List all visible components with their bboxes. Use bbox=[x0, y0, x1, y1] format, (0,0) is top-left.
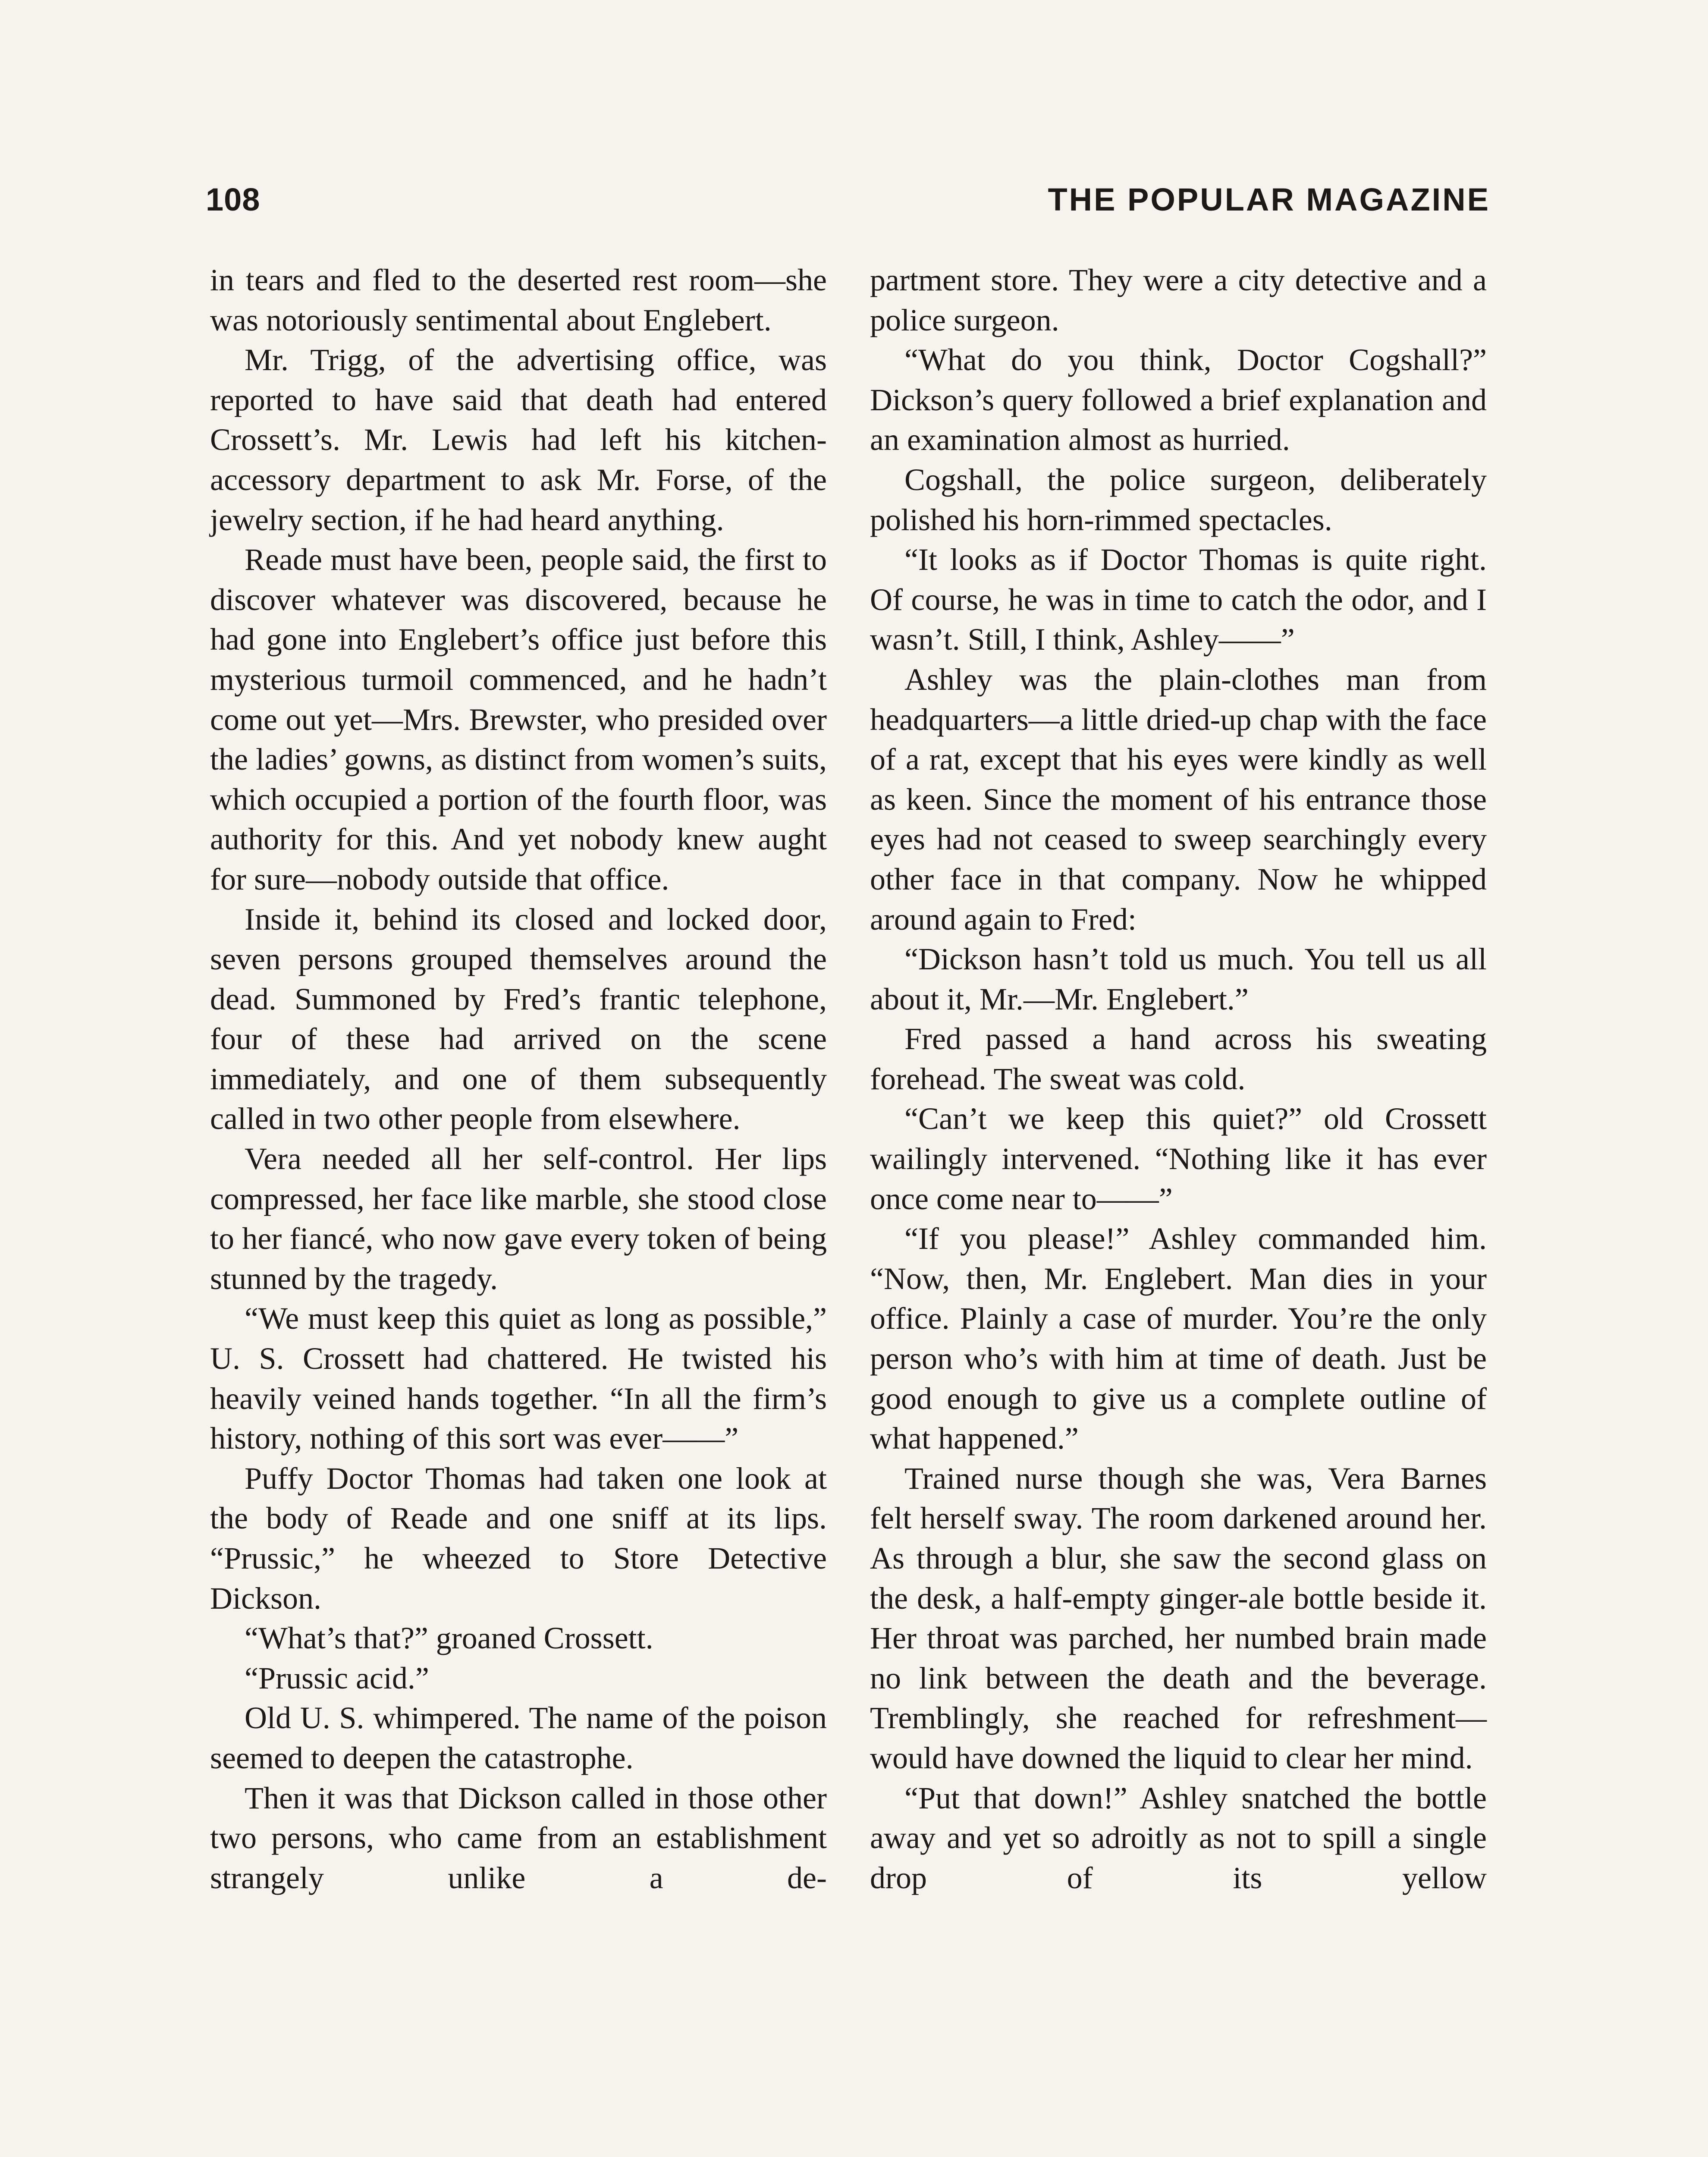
running-head: THE POPULAR MAGAZINE bbox=[1048, 182, 1490, 217]
paragraph: “What’s that?” groaned Crossett. bbox=[245, 1621, 653, 1656]
paragraph: “We must keep this quiet as long as possible,” U. S. Crossett had chattered. He twisted his heavily veined hands together. “In all the firm’s history, nothing of this sort was ever——” bbox=[210, 1301, 827, 1456]
paragraph: Mr. Trigg, of the advertising office, was reported to have said that death had entered Crossett’s. Mr. Lewis had left his kitchen-accessory department to ask Mr. Forse, of the jewelry section, if he had heard anything. bbox=[210, 343, 827, 537]
paragraph: Cogshall, the police surgeon, deliberately polished his horn-rimmed spectacles. bbox=[870, 462, 1487, 537]
paragraph: Trained nurse though she was, Vera Barnes felt herself sway. The room darkened around her. As through a blur, she saw the second glass on the desk, a half-empty ginger-ale bottle beside it. Her throat was parched, her numbed brain made no link between the death and the beverage. Tremblingly, she reached for refreshment—would have downed the liquid to clear her mind. bbox=[870, 1461, 1487, 1775]
paragraph: Then it was that Dickson called in those other two persons, who came from an establishment strangely unlike a de- bbox=[210, 1780, 827, 1895]
left-column bbox=[210, 260, 827, 1898]
paragraph: “It looks as if Doctor Thomas is quite right. Of course, he was in time to catch the odor, and I wasn’t. Still, I think, Ashley——” bbox=[870, 542, 1487, 657]
paragraph: Inside it, behind its closed and locked door, seven persons grouped themselves around the dead. Summoned by Fred’s frantic telephone, four of these had arrived on the scene immediately, and one of them subsequently called in two other people from elsewhere. bbox=[210, 902, 827, 1136]
paragraph: “Put that down!” Ashley snatched the bottle away and yet so adroitly as not to spill a single drop of its yellow bbox=[870, 1780, 1487, 1895]
paragraph: “Prussic acid.” bbox=[245, 1660, 429, 1695]
paragraph: partment store. They were a city detective and a police surgeon. bbox=[870, 263, 1487, 337]
paragraph: Puffy Doctor Thomas had taken one look at the body of Reade and one sniff at its lips. “Prussic,” he wheezed to Store Detective Dickson. bbox=[210, 1461, 827, 1616]
paragraph: “If you please!” Ashley commanded him. “Now, then, Mr. Englebert. Man dies in your office. Plainly a case of murder. You’re the only person who’s with him at time of death. Just be good enough to give us a complete outline of what happened.” bbox=[870, 1221, 1487, 1456]
paragraph: Vera needed all her self-control. Her lips compressed, her face like marble, she stood close to her fiancé, who now gave every token of being stunned by the tragedy. bbox=[210, 1141, 827, 1296]
paragraph: “Can’t we keep this quiet?” old Crossett wailingly intervened. “Nothing like it has ever once come near to——” bbox=[870, 1101, 1487, 1216]
right-column bbox=[870, 260, 1487, 1898]
paragraph: Ashley was the plain-clothes man from headquarters—a little dried-up chap with the face of a rat, except that his eyes were kindly as well as keen. Since the moment of his entrance those eyes had not ceased to sweep searchingly every other face in that company. Now he whipped around again to Fred: bbox=[870, 662, 1487, 937]
paragraph: Old U. S. whimpered. The name of the poison seemed to deepen the catastrophe. bbox=[210, 1701, 827, 1775]
paragraph: Reade must have been, people said, the first to discover whatever was discovered, because he had gone into Englebert’s office just before this mysterious turmoil commenced, and he hadn’t come out yet—Mrs. Brewster, who presided over the ladies’ gowns, as distinct from women’s suits, which occupied a portion of the fourth floor, was authority for this. And yet nobody knew aught for sure—nobody outside that office. bbox=[210, 542, 827, 896]
paragraph: “Dickson hasn’t told us much. You tell us all about it, Mr.—Mr. Englebert.” bbox=[870, 942, 1487, 1016]
page-number: 108 bbox=[206, 182, 261, 217]
paragraph: in tears and fled to the deserted rest room—she was notoriously sentimental about Englebert. bbox=[210, 263, 827, 337]
paragraph: Fred passed a hand across his sweating forehead. The sweat was cold. bbox=[870, 1022, 1487, 1096]
paragraph: “What do you think, Doctor Cogshall?” Dickson’s query followed a brief explanation and an examination almost as hurried. bbox=[870, 343, 1487, 457]
